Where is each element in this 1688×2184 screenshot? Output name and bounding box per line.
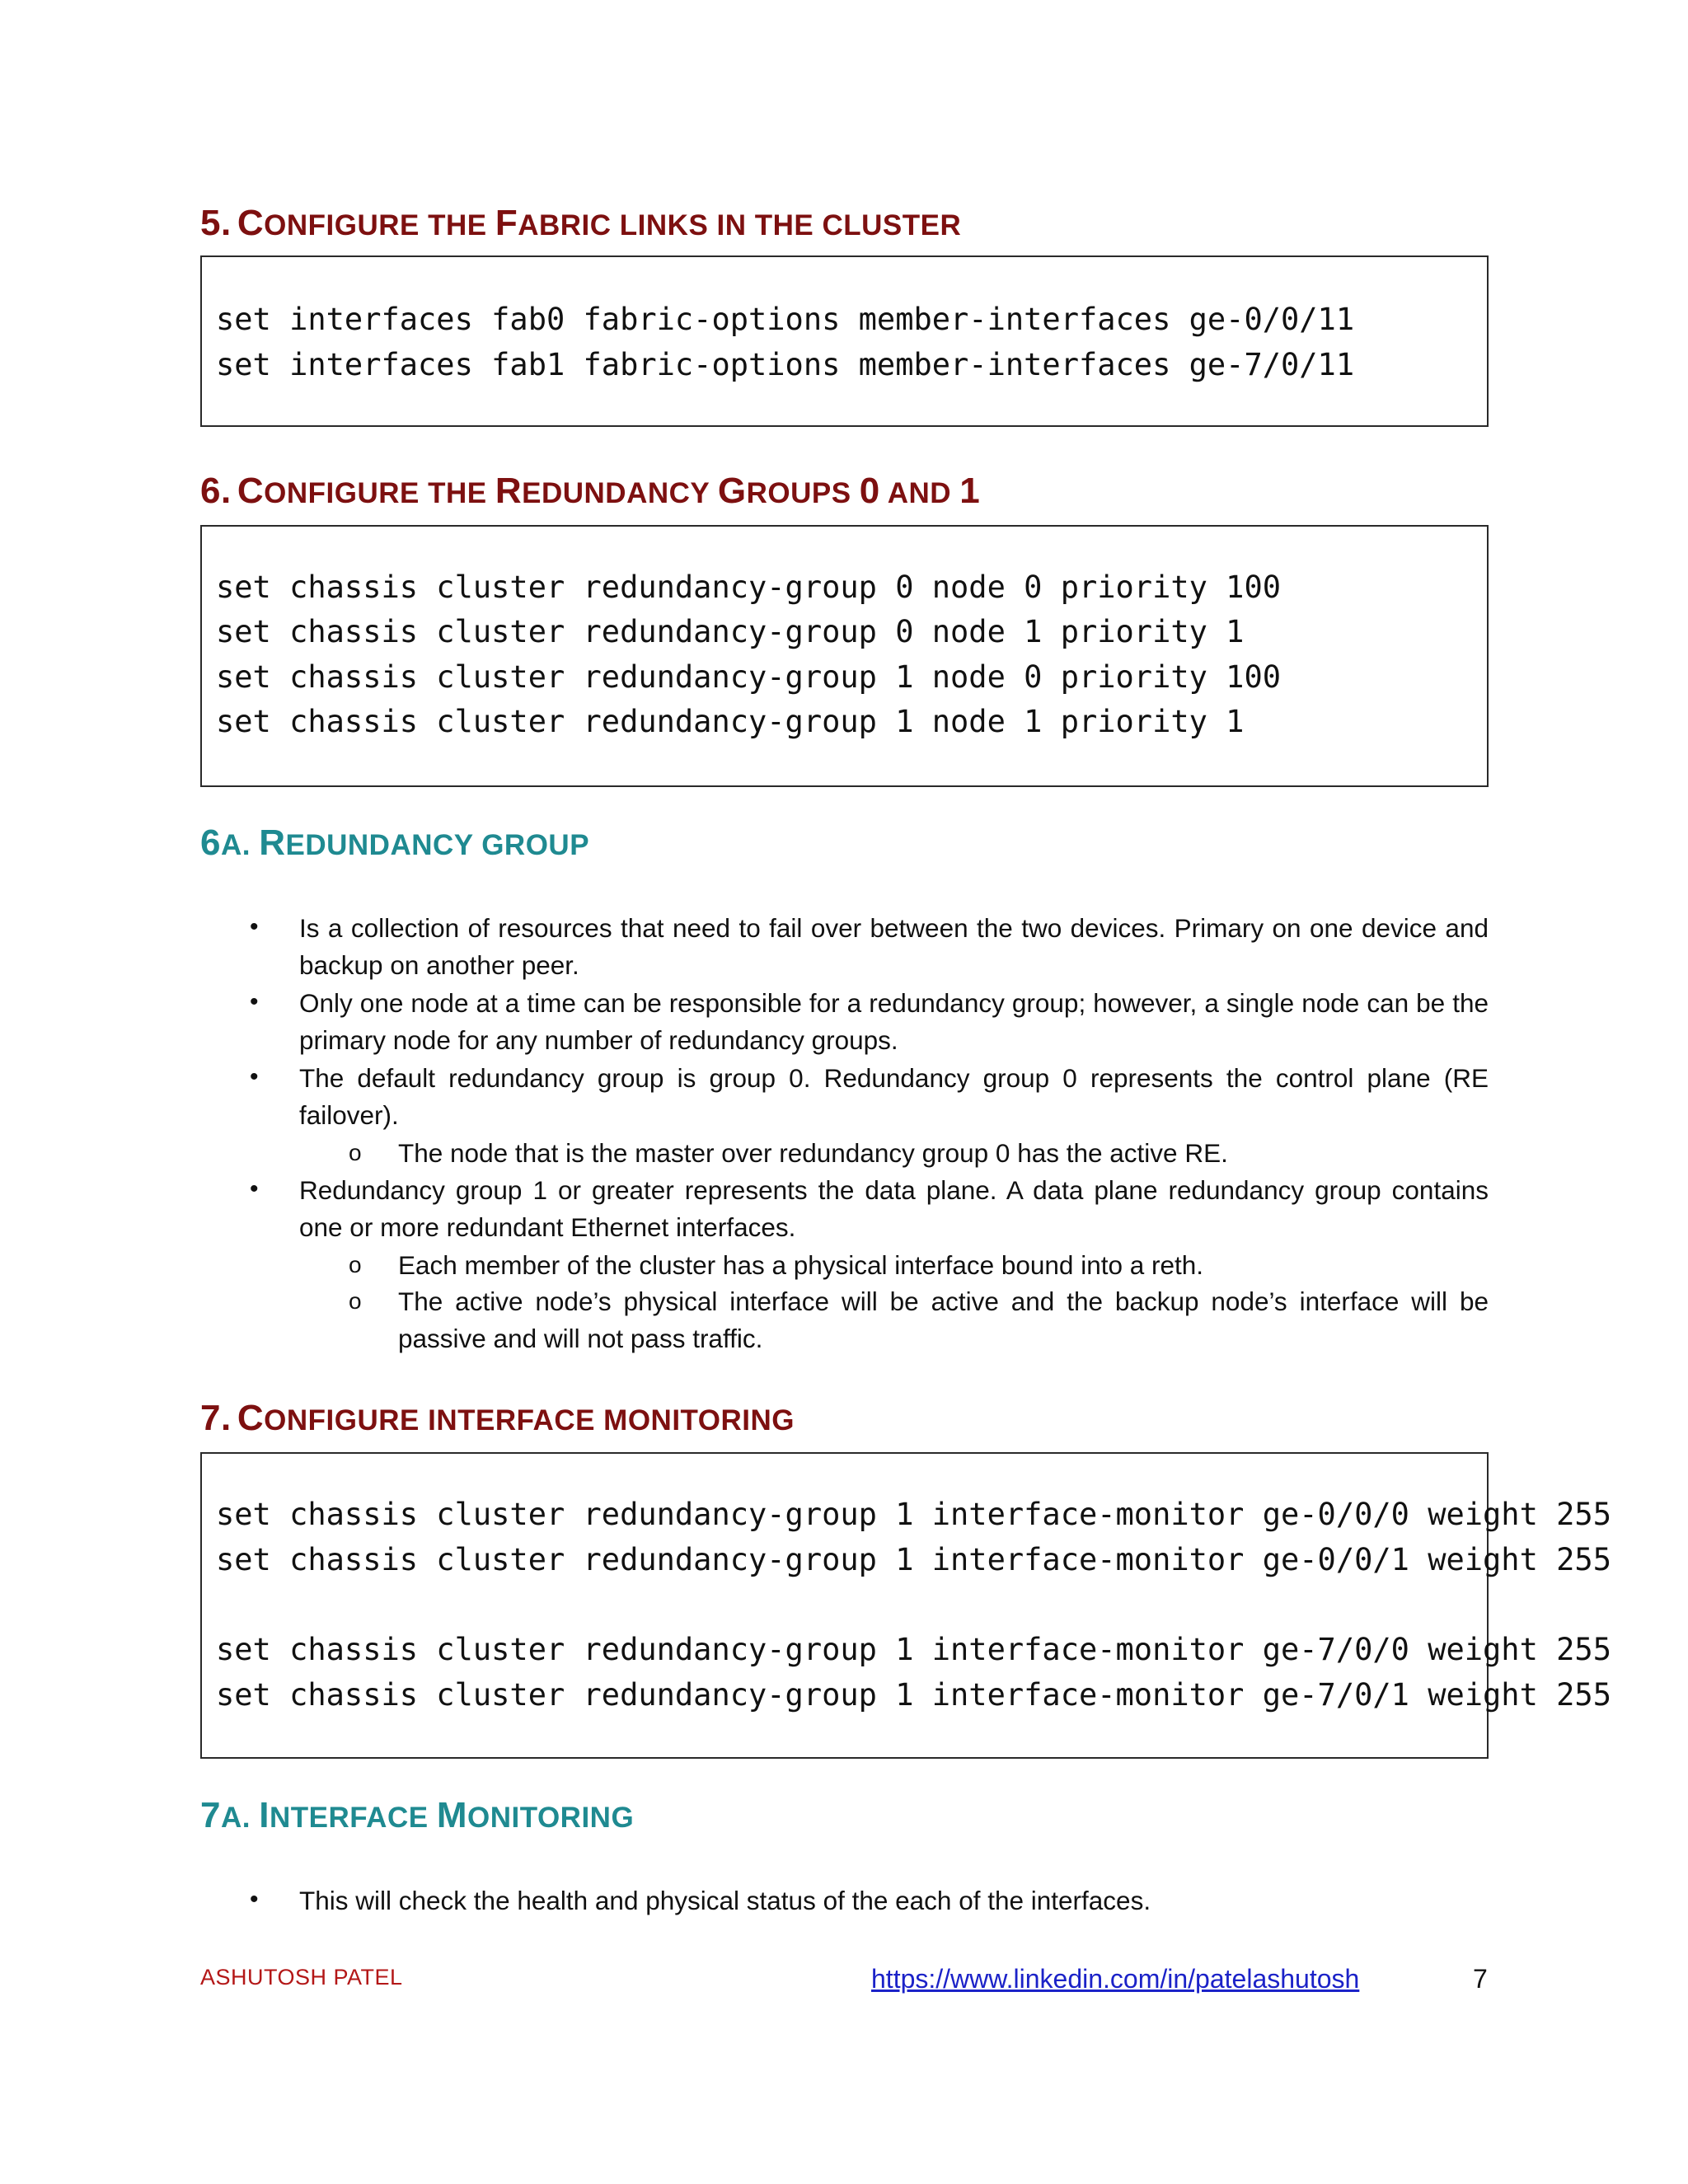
section-5-heading: 5. CONFIGURE THE FABRIC LINKS IN THE CLUSTER — [200, 203, 962, 243]
code-block-interface-monitoring — [200, 1452, 1611, 1759]
code-line: set interfaces fab0 fabric-options member-interfaces ge-0/0/11 — [216, 302, 1355, 337]
code-line: set chassis cluster redundancy-group 1 node 0 priority 100 — [216, 659, 1282, 695]
code-block-fabric-links — [200, 255, 1489, 427]
code-line: set interfaces fab1 fabric-options member-interfaces ge-7/0/11 — [216, 347, 1355, 382]
page-number: 7 — [1473, 1964, 1488, 1994]
section-7-heading: 7. CONFIGURE INTERFACE MONITORING — [200, 1398, 795, 1438]
code-line: set chassis cluster redundancy-group 1 interface-monitor ge-7/0/0 weight 255 — [216, 1632, 1611, 1667]
code-line: set chassis cluster redundancy-group 0 node 1 priority 1 — [216, 614, 1245, 649]
code-line: set chassis cluster redundancy-group 1 interface-monitor ge-0/0/1 weight 255 — [216, 1542, 1611, 1577]
code-line: set chassis cluster redundancy-group 1 node 1 priority 1 — [216, 704, 1245, 739]
section-6a-heading: 6A. REDUNDANCY GROUP — [200, 823, 590, 863]
code-block-redundancy-groups — [200, 525, 1489, 787]
section-7a-heading: 7A. INTERFACE MONITORING — [200, 1795, 635, 1835]
code-line: set chassis cluster redundancy-group 0 node 0 priority 100 — [216, 569, 1282, 605]
footer-linkedin-link[interactable]: https://www.linkedin.com/in/patelashutosh — [871, 1964, 1360, 1994]
section-6-heading: 6. CONFIGURE THE REDUNDANCY GROUPS 0 AND 1 — [200, 471, 981, 511]
code-line: set chassis cluster redundancy-group 1 interface-monitor ge-7/0/1 weight 255 — [216, 1677, 1611, 1713]
footer-author: ASHUTOSH PATEL — [200, 1965, 403, 1990]
document-page: 5. CONFIGURE THE FABRIC LINKS IN THE CLUSTER set interfaces fab0 fabric-options member-interfaces ge-0/0/11 set interfaces fab1 fabric-options member-interfaces ge-7/0/11 6. CONFIGURE THE REDUNDANCY GROUPS 0 AND 1 set chassis cluster redundancy-group 0 node 0 priority 100 set chassis cluster redundancy-group 0 node 1 priority 1 set chassis cluster redundancy-group 1 node 0 priority 100 set chassis cluster redundancy-group 1 node 1 priority 1 6A. REDUNDANCY GROUP • Is a collection of resources that need to fail over between the two devices. Primary on one device and backup on another peer. • Only one node at a time can be responsible for a redundancy group; however, a single node can be the primary node for any number of redundancy groups. • The default redundancy group is group 0. Redundancy group 0 represents the control plane (RE failover). o The node that is the master over redundancy group 0 has the active RE. • Redundancy group 1 or greater represents the data plane. A data plane redundancy group contains one or more redundant Ethernet interfaces. o Each member of the cluster has a physical interface bound into a reth. o The active node’s physical interface will be active and the backup node’s interface will be passive and will not pass traffic. 7. CONFIGURE INTERFACE MONITORING set chassis cluster redundancy-group 1 interface-monitor ge-0/0/0 weight 255 set chassis cluster redundancy-group 1 interface-monitor ge-0/0/1 weight 255 set chassis cluster redundancy-group 1 interface-monitor ge-7/0/0 weight 255 set chassis cluster redundancy-group 1 interface-monitor ge-7/0/1 weight 255 7A. INTERFACE MONITORING • This will check the health and physical status of the each of the interfaces. ASHUTOSH PATEL https://www.linkedin.com/in/patelashutosh 7 — [200, 203, 1611, 1994]
code-line: set chassis cluster redundancy-group 1 interface-monitor ge-0/0/0 weight 255 — [216, 1497, 1611, 1532]
